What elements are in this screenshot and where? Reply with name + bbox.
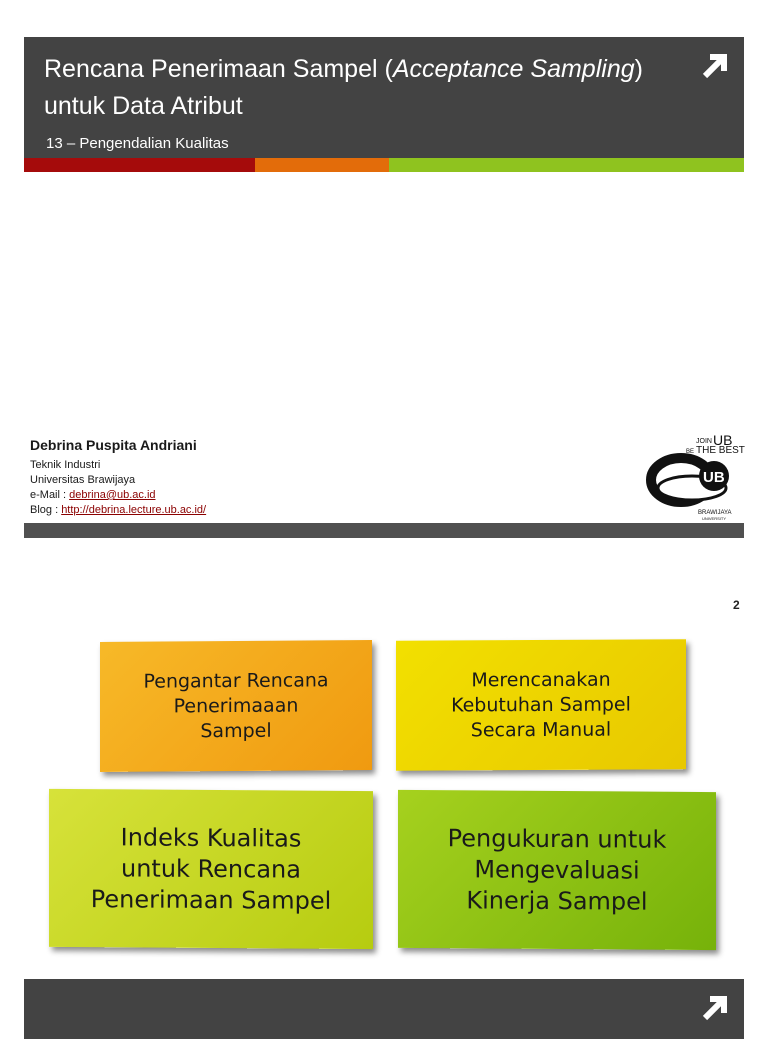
slide-subtitle: 13 – Pengendalian Kualitas [46, 135, 229, 152]
logo-be-text: BE [686, 449, 695, 455]
page-number: 2 [733, 598, 740, 612]
email-link[interactable]: debrina@ub.ac.id [69, 489, 156, 501]
tile-indeks-kualitas [49, 789, 373, 949]
blog-label: Blog : [30, 504, 62, 516]
logo-university-text: UNIVERSITY [702, 516, 727, 521]
slide2-header-bar [24, 979, 744, 1039]
title-header [24, 37, 744, 158]
tile-line: untuk Rencana [121, 853, 301, 884]
title-line2: untuk Data Atribut [44, 92, 243, 120]
arrow-up-right-icon [700, 993, 730, 1023]
tile-pengukuran [398, 790, 716, 950]
tile-line: Kebutuhan Sampel [451, 693, 631, 716]
tile-line: Penerimaaan [173, 694, 299, 717]
tile-line: Penerimaan Sampel [90, 884, 332, 915]
stripe-green [389, 158, 744, 172]
email-label: e-Mail : [30, 489, 70, 501]
blog-link[interactable]: http://debrina.lecture.ub.ac.id/ [61, 504, 207, 516]
ub-logo [646, 430, 745, 522]
tile-merencanakan [396, 639, 686, 771]
tile-line: Sampel [200, 719, 272, 742]
tile-line: Pengukuran untuk [447, 823, 667, 854]
logo-best-text: THE BEST [696, 445, 745, 456]
author-name: Debrina Puspita Andriani [30, 437, 197, 453]
title-italic: Acceptance Sampling [392, 55, 635, 83]
tile-line: Mengevaluasi [474, 854, 640, 885]
author-blog-line [30, 503, 206, 518]
stripe-orange [255, 158, 389, 172]
color-stripe [24, 158, 744, 172]
tile-line: Secara Manual [470, 718, 612, 741]
logo-join-text: JOIN [696, 438, 712, 445]
slide1-footer-bar [24, 523, 744, 538]
tile-line: Indeks Kualitas [120, 822, 302, 853]
title-part1: Rencana Penerimaan Sampel ( [44, 55, 393, 83]
author-block [30, 437, 206, 518]
stripe-red [24, 158, 255, 172]
tile-pengantar [100, 640, 372, 772]
tile-line: Merencanakan [471, 668, 611, 691]
title-part2: ) [634, 55, 643, 83]
logo-brawijaya-text: BRAWIJAYA [698, 510, 732, 516]
tile-line: Pengantar Rencana [143, 668, 329, 693]
slide-title [44, 51, 684, 125]
tile-line: Kinerja Sampel [466, 885, 648, 916]
logo-center-text: UB [703, 469, 725, 486]
author-email-line [30, 488, 206, 503]
arrow-up-right-icon [700, 51, 730, 81]
author-dept: Teknik Industri [30, 459, 101, 471]
author-univ: Universitas Brawijaya [30, 474, 136, 486]
logo-ub-top-text: UB [713, 432, 733, 448]
